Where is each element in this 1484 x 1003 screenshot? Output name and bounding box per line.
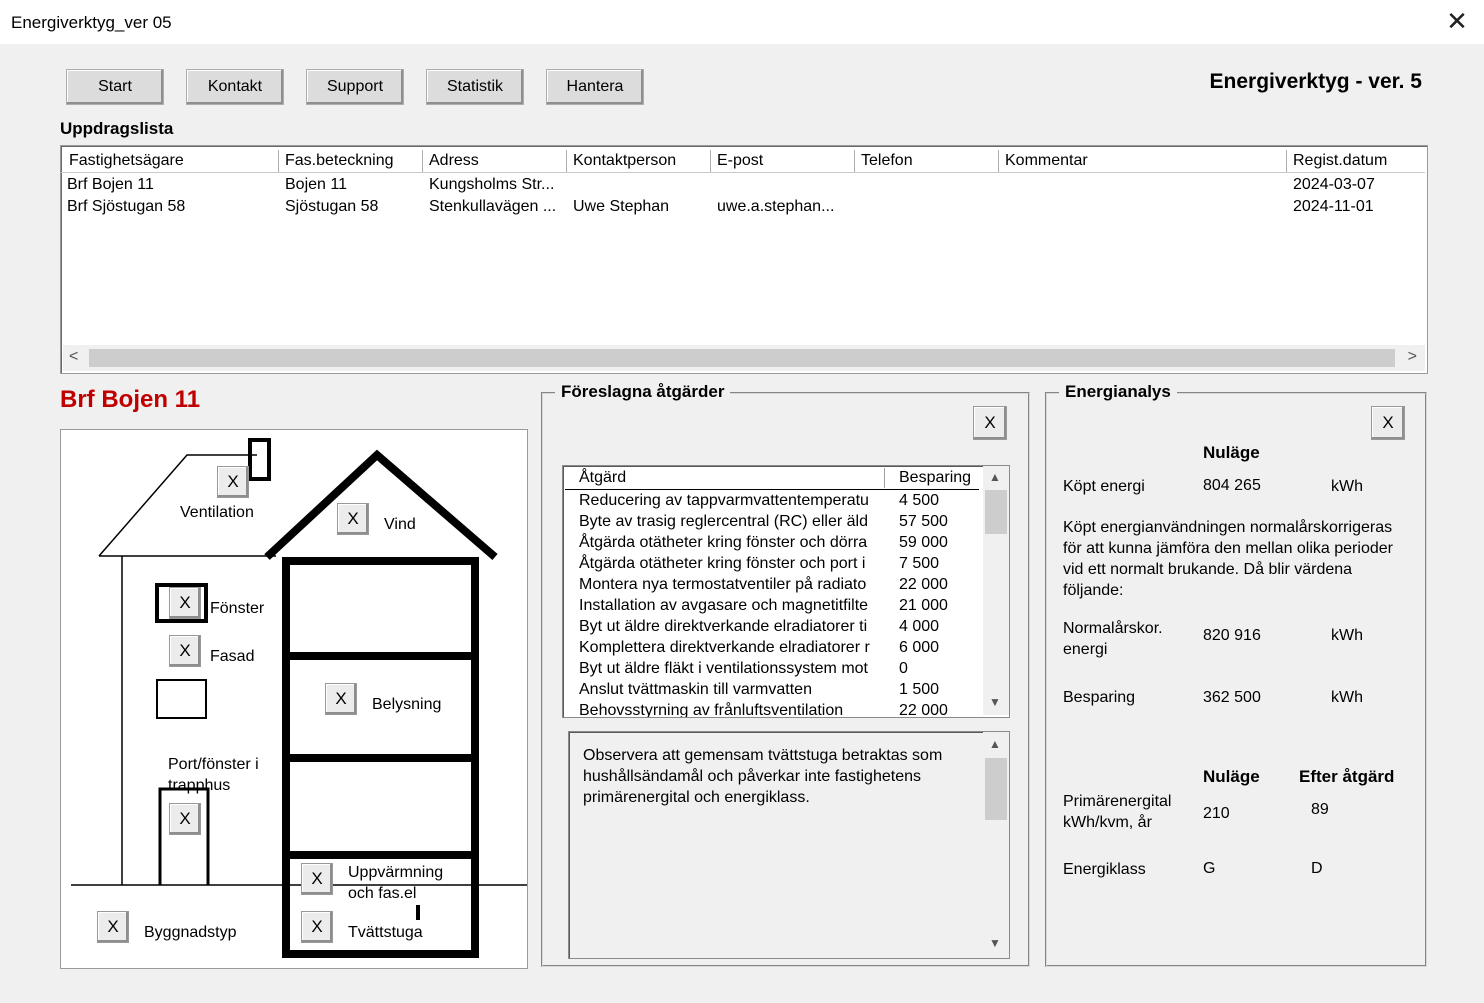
list-heading: Uppdragslista: [60, 119, 174, 138]
property-title: Brf Bojen 11: [60, 386, 201, 413]
efter-atgard-heading: Efter åtgärd: [1299, 767, 1395, 786]
measures-header-value[interactable]: Besparing: [899, 469, 972, 486]
scroll-thumb[interactable]: [89, 349, 1395, 367]
primarenergital-after: 89: [1311, 801, 1329, 818]
port-label-line1: Port/fönster i: [168, 756, 259, 773]
kopt-energi-unit: kWh: [1331, 478, 1363, 495]
port-label-line2: trapphus: [168, 777, 231, 794]
app-title: Energiverktyg - ver. 5: [1209, 70, 1422, 93]
scroll-down-icon[interactable]: ▼: [989, 695, 1001, 709]
column-header-adress[interactable]: Adress: [423, 150, 567, 172]
window-title: Energiverktyg_ver 05: [11, 13, 172, 32]
norm-energi-unit: kWh: [1331, 627, 1363, 644]
uppvarmning-toggle-button[interactable]: X: [301, 863, 333, 895]
close-window-icon[interactable]: ✕: [1446, 6, 1468, 36]
scroll-left-icon[interactable]: <: [69, 348, 79, 365]
scroll-up-icon[interactable]: ▲: [989, 737, 1001, 751]
primarenergital-label-line1: Primärenergital: [1063, 793, 1172, 810]
scroll-down-icon[interactable]: ▼: [989, 936, 1001, 950]
note-text: Observera att gemensam tvättstuga betraktas som hushållsändamål och påverkar inte fastighetens primärenergital och energiklass.: [583, 747, 943, 806]
scroll-thumb[interactable]: [985, 758, 1007, 820]
scroll-up-icon[interactable]: ▲: [989, 470, 1001, 484]
energy-close-button[interactable]: X: [1371, 406, 1405, 440]
cell-adress: Kungsholms Str...: [429, 176, 555, 193]
cell-owner: Brf Bojen 11: [67, 176, 154, 193]
ventilation-toggle-button[interactable]: X: [217, 466, 249, 498]
uppvarmning-label-line1: Uppvärmning: [348, 864, 444, 881]
energiklass-now: G: [1203, 860, 1216, 877]
scroll-right-icon[interactable]: >: [1407, 348, 1417, 365]
column-header-kontakt[interactable]: Kontaktperson: [567, 150, 711, 172]
horizontal-scrollbar[interactable]: [63, 345, 1425, 371]
fonster-toggle-button[interactable]: X: [169, 587, 201, 619]
tvattstuga-toggle-button[interactable]: X: [301, 911, 333, 943]
energy-title: Energianalys: [1059, 382, 1177, 402]
column-header-epost[interactable]: E-post: [711, 150, 855, 172]
cell-epost: uwe.a.stephan...: [717, 198, 835, 215]
kopt-energi-value: 804 265: [1203, 477, 1261, 494]
header-divider: [61, 172, 1425, 173]
kontakt-button[interactable]: Kontakt: [186, 69, 284, 105]
column-header-kommentar[interactable]: Kommentar: [999, 150, 1287, 172]
cell-datum: 2024-11-01: [1293, 198, 1374, 215]
support-button[interactable]: Support: [306, 69, 404, 105]
note-vertical-scrollbar[interactable]: [983, 732, 1009, 956]
cell-datum: 2024-03-07: [1293, 176, 1375, 193]
hantera-button[interactable]: Hantera: [546, 69, 644, 105]
measures-close-button[interactable]: X: [973, 406, 1007, 440]
header-separator: [884, 468, 885, 488]
measures-vertical-scrollbar[interactable]: [983, 466, 1009, 715]
besparing-unit: kWh: [1331, 689, 1363, 706]
nulage-heading: Nuläge: [1203, 443, 1260, 462]
measures-title: Föreslagna åtgärder: [555, 382, 730, 402]
cell-fas: Sjöstugan 58: [285, 198, 379, 215]
cell-kontakt: Uwe Stephan: [573, 198, 670, 215]
table-row[interactable]: [61, 174, 1425, 196]
note-box[interactable]: [568, 731, 1010, 959]
byggnadstyp-label: Byggnadstyp: [144, 924, 237, 941]
column-header-owner[interactable]: Fastighetsägare: [63, 150, 279, 172]
kopt-energi-label: Köpt energi: [1063, 478, 1145, 495]
besparing-label: Besparing: [1063, 689, 1136, 706]
byggnadstyp-toggle-button[interactable]: X: [97, 911, 129, 943]
besparing-value: 362 500: [1203, 689, 1261, 706]
column-header-datum[interactable]: Regist.datum: [1293, 152, 1388, 169]
fonster-label: Fönster: [210, 600, 265, 617]
cell-fas: Bojen 11: [285, 176, 347, 193]
start-button[interactable]: Start: [66, 69, 164, 105]
ventilation-label: Ventilation: [180, 504, 254, 521]
port-toggle-button[interactable]: X: [169, 803, 201, 835]
statistik-button[interactable]: Statistik: [426, 69, 524, 105]
norm-energi-value: 820 916: [1203, 627, 1261, 644]
norm-energi-label-line2: energi: [1063, 641, 1108, 658]
energiklass-label: Energiklass: [1063, 861, 1146, 878]
measures-list[interactable]: Åtgärd Besparing Reducering av tappvarmvattentemperatu 4 500 Byte av trasig reglercentral (RC) eller äld 57 500 Åtgärda otätheter kring fönster och dörra 59 000 Åtgärda otätheter kring fönster och port i 7 500 Montera nya termostatventiler på radiato 22 000 Installation av avgasare och magnetitfilte 21 000 Byt ut äldre direktverkande elradiatorer ti 4 000 Komplettera direktverkande elradiatorer r 6 000 Byt ut äldre fläkt i ventilationssystem mot 0 Anslut tvättmaskin till varmvatten 1 500 Behovsstyrning av frånluftsventilation 22 000 ▲ ▼: [562, 465, 1010, 718]
primarenergital-now: 210: [1203, 805, 1230, 822]
building-diagram: [60, 429, 528, 969]
belysning-toggle-button[interactable]: X: [325, 683, 357, 715]
cell-owner: Brf Sjöstugan 58: [67, 198, 186, 215]
fasad-label: Fasad: [210, 648, 255, 665]
assignment-list[interactable]: [60, 145, 1428, 374]
tvattstuga-label: Tvättstuga: [348, 924, 423, 941]
uppvarmning-label-line2: och fas.el: [348, 885, 417, 902]
measures-header-name[interactable]: Åtgärd: [579, 469, 627, 486]
cell-adress: Stenkullavägen ...: [429, 198, 557, 215]
energy-info-text: Köpt energianvändningen normalårskorrigeras för att kunna jämföra den mellan olika perioder vid ett normalt brukande. Då blir värdena följande:: [1063, 519, 1393, 599]
vind-toggle-button[interactable]: X: [337, 503, 369, 535]
column-header-telefon[interactable]: Telefon: [855, 150, 999, 172]
building-drawing: [61, 430, 527, 968]
vind-label: Vind: [384, 516, 416, 533]
nulage-heading-2: Nuläge: [1203, 767, 1260, 786]
table-row[interactable]: [61, 196, 1425, 218]
title-bar: [0, 0, 1484, 44]
scroll-thumb[interactable]: [985, 490, 1007, 534]
primarenergital-label-line2: kWh/kvm, år: [1063, 814, 1152, 831]
energiklass-after: D: [1311, 860, 1323, 877]
fasad-toggle-button[interactable]: X: [169, 635, 201, 667]
column-header-fas[interactable]: Fas.beteckning: [279, 150, 423, 172]
norm-energi-label-line1: Normalårskor.: [1063, 620, 1163, 637]
belysning-label: Belysning: [372, 696, 442, 713]
